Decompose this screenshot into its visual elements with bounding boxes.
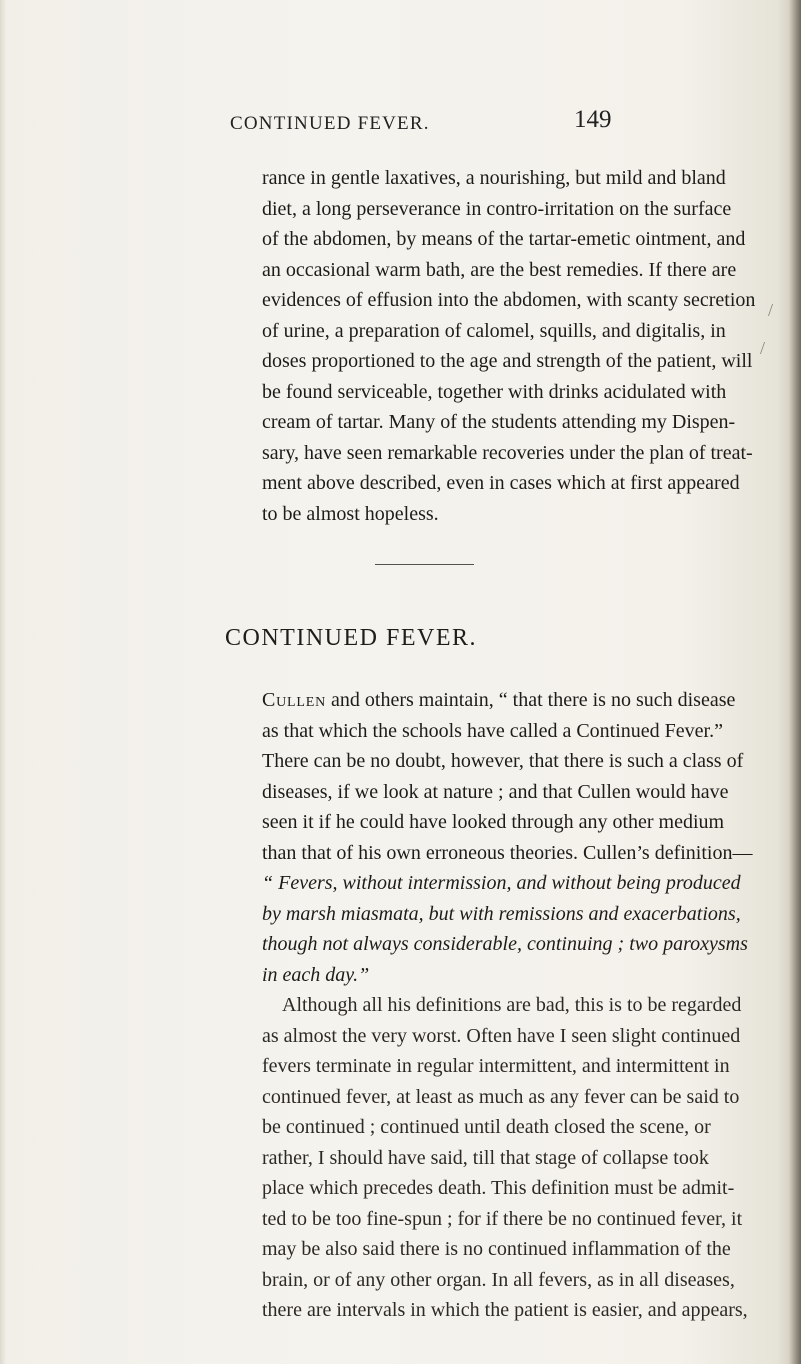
text-line: diet, a long perseverance in contro-irritation on the surface xyxy=(262,197,732,220)
text-line: sary, have seen remarkable recoveries under the plan of treat- xyxy=(262,441,753,464)
text-line: place which precedes death. This definition must be admit- xyxy=(262,1177,735,1199)
margin-pencil-mark: / xyxy=(760,338,766,358)
section-divider xyxy=(375,564,474,565)
paragraph-3 xyxy=(262,990,748,1326)
page-gutter xyxy=(0,0,6,1364)
text-line: may be also said there is no continued inflammation of the xyxy=(262,1238,731,1260)
quote-line: “ Fevers, without intermission, and without being produced xyxy=(262,872,741,894)
section-heading: CONTINUED FEVER. xyxy=(225,625,477,651)
page-number: 149 xyxy=(574,106,612,133)
text-line: to be almost hopeless. xyxy=(262,502,439,525)
paragraph-2 xyxy=(262,685,753,868)
text-line: Although all his definitions are bad, this is to be regarded xyxy=(282,994,742,1016)
text-line: of the abdomen, by means of the tartar-emetic ointment, and xyxy=(262,228,746,250)
text-line: fevers terminate in regular intermittent, and intermittent in xyxy=(262,1055,730,1077)
text-span: and others maintain, “ that there is no such disease xyxy=(326,689,736,711)
text-line: evidences of effusion into the abdomen, with scanty secretion xyxy=(262,289,756,311)
margin-pencil-mark: / xyxy=(768,300,774,320)
quote-line: though not always considerable, continuing ; two paroxysms xyxy=(262,933,748,955)
text-line: rance in gentle laxatives, a nourishing, but mild and bland xyxy=(262,167,726,189)
text-line: doses proportioned to the age and strength of the patient, will xyxy=(262,350,753,372)
definition-quote xyxy=(262,868,748,990)
text-line: an occasional warm bath, are the best remedies. If there are xyxy=(262,258,737,281)
running-head: CONTINUED FEVER. xyxy=(230,113,430,134)
text-line: cream of tartar. Many of the students attending my Dispen- xyxy=(262,411,736,433)
text-line: than that of his own erroneous theories. Cullen’s definition— xyxy=(262,841,753,864)
quote-line: by marsh miasmata, but with remissions and exacerbations, xyxy=(262,902,741,925)
text-line: continued fever, at least as much as any fever can be said to xyxy=(262,1085,740,1108)
lead-word: Cullen xyxy=(262,689,327,711)
paragraph-1 xyxy=(262,163,756,529)
quote-line: in each day.” xyxy=(262,963,370,986)
page-edge-shadow xyxy=(789,0,801,1364)
text-line: brain, or of any other organ. In all fevers, as in all diseases, xyxy=(262,1268,735,1291)
text-line xyxy=(262,685,736,716)
text-line: ment above described, even in cases which at first appeared xyxy=(262,472,740,494)
text-line: diseases, if we look at nature ; and that Cullen would have xyxy=(262,780,729,803)
text-line: ted to be too fine-spun ; for if there be no continued fever, it xyxy=(262,1207,743,1230)
text-line: There can be no doubt, however, that there is such a class of xyxy=(262,750,744,772)
text-line: be found serviceable, together with drinks acidulated with xyxy=(262,380,727,403)
text-line: be continued ; continued until death closed the scene, or xyxy=(262,1116,711,1138)
text-line: as almost the very worst. Often have I seen slight continued xyxy=(262,1024,741,1047)
text-line: there are intervals in which the patient is easier, and appears, xyxy=(262,1299,748,1321)
text-line: of urine, a preparation of calomel, squills, and digitalis, in xyxy=(262,319,726,342)
text-line: rather, I should have said, till that stage of collapse took xyxy=(262,1146,709,1169)
text-line: as that which the schools have called a Continued Fever.” xyxy=(262,719,723,742)
text-line: seen it if he could have looked through any other medium xyxy=(262,811,725,833)
